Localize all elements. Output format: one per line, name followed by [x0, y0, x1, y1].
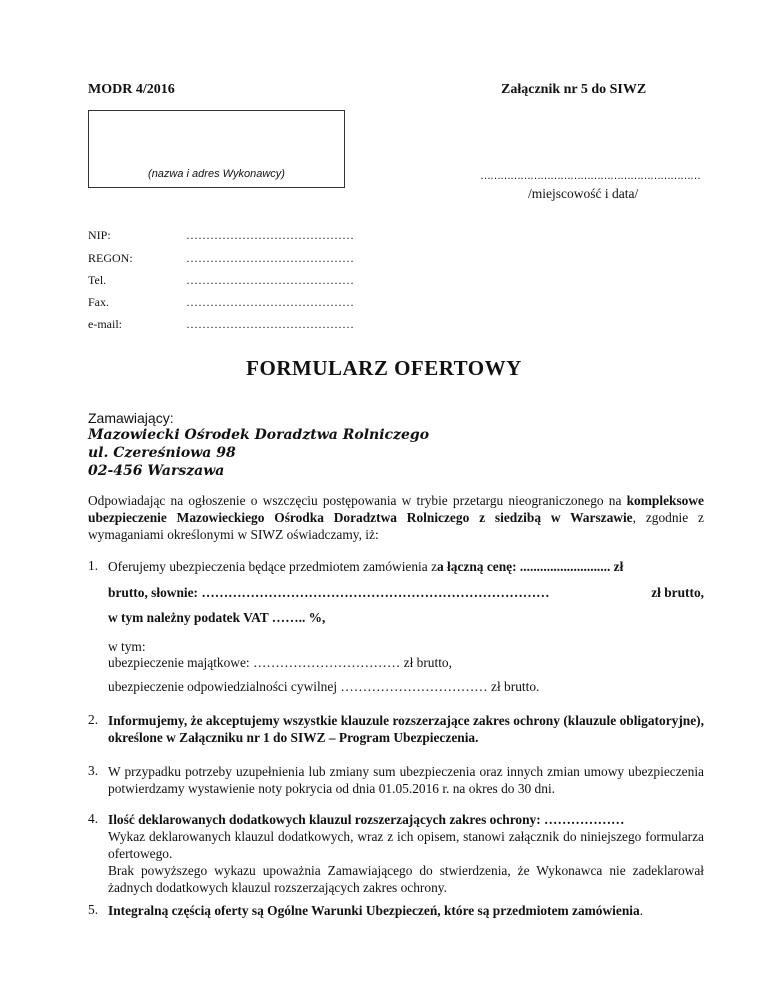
item-1-words-field[interactable]: brutto, słownie: …………………………………………………………………… — [108, 585, 550, 600]
item-2-text: Informujemy, że akceptujemy wszystkie klauzule rozszerzające zakres ochrony (klauzule obligatoryjne), określone w Załączniku nr 1 do SIWZ – Program Ubezpieczenia. — [108, 713, 704, 745]
item-4-text-2: Brak powyższego wykazu upoważnia Zamawiającego do stwierdzenia, że Wykonawca nie zadeklarował żadnych dodatkowych klauzul rozszerzających zakres ochrony. — [108, 863, 704, 895]
tel-field[interactable]: …………………………………… — [186, 273, 354, 287]
tel-label: Tel. — [88, 273, 107, 287]
item-5-number: 5. — [88, 902, 99, 917]
item-1-w-tym: w tym: — [108, 639, 146, 654]
form-title: FORMULARZ OFERTOWY — [246, 356, 522, 380]
item-4-number: 4. — [88, 811, 99, 826]
fax-field[interactable]: …………………………………… — [186, 295, 354, 309]
nip-label: NIP: — [88, 228, 111, 242]
item-5-bold: Integralną częścią oferty są Ogólne Warunki Ubezpieczeń, które są przedmiotem zamówienia — [108, 903, 640, 918]
item-2-number: 2. — [88, 712, 99, 727]
email-field[interactable]: …………………………………… — [186, 317, 354, 331]
item-1-text-a: Oferujemy ubezpieczenia będące przedmiotem zamówienia z — [108, 559, 438, 574]
fax-label: Fax. — [88, 295, 109, 309]
ordering-party-label: Zamawiający: — [88, 410, 174, 426]
place-date-field[interactable]: ………………………………………………………… — [480, 170, 700, 182]
ordering-party-city: 02-456 Warszawa — [88, 463, 225, 479]
item-4-declared-clauses[interactable]: Ilość deklarowanych dodatkowych klauzul rozszerzających zakres ochrony: ……………… — [108, 812, 625, 827]
nip-field[interactable]: …………………………………… — [186, 228, 354, 242]
contractor-box-caption: (nazwa i adres Wykonawcy) — [148, 168, 285, 180]
item-4-block — [108, 811, 704, 896]
item-5-text — [108, 902, 704, 919]
item-1-liability-insurance[interactable]: ubezpieczenie odpowiedzialności cywilnej …………………………… zł brutto. — [108, 679, 540, 694]
document-reference: MODR 4/2016 — [88, 82, 175, 97]
item-1-number: 1. — [88, 558, 99, 573]
ordering-party-name: Mazowiecki Ośrodek Doradztwa Rolniczego — [88, 427, 430, 443]
intro-text-1: Odpowiadając na ogłoszenie o wszczęciu postępowania w trybie przetargu nieograniczonego na — [88, 493, 627, 508]
email-label: e-mail: — [88, 317, 122, 331]
intro-text-2: , zgodnie z wymaganiami określonymi w SIWZ oświadczamy, iż: — [88, 510, 704, 542]
intro-paragraph — [88, 492, 704, 543]
attachment-label: Załącznik nr 5 do SIWZ — [501, 82, 647, 97]
intro-bold: kompleksowe ubezpieczenie Mazowieckiego Ośrodka Doradztwa Rolniczego z siedzibą w Warszawie — [88, 493, 704, 525]
item-5-tail: . — [639, 903, 644, 918]
item-1-text-b: a łączną cenę: ........................... zł — [437, 559, 624, 574]
item-1-vat-line[interactable]: w tym należny podatek VAT …….. %, — [108, 610, 326, 625]
item-1-line-2 — [108, 584, 704, 601]
item-3-text: W przypadku potrzeby uzupełnienia lub zmiany sum ubezpieczenia oraz innych zmian umowy ubezpieczenia potwierdzamy wystawienie noty pokrycia od dnia 01.05.2016 r. na okres do 30 dni. — [108, 764, 704, 796]
place-date-label: /miejscowość i data/ — [528, 186, 639, 201]
item-1-property-insurance[interactable]: ubezpieczenie majątkowe: …………………………… zł brutto, — [108, 655, 452, 670]
regon-label: REGON: — [88, 251, 133, 265]
item-3-number: 3. — [88, 763, 99, 778]
item-1-line-1 — [108, 558, 704, 575]
ordering-party-street: ul. Czereśniowa 98 — [88, 445, 236, 461]
item-4-text-1: Wykaz deklarowanych klauzul dodatkowych, wraz z ich opisem, stanowi załącznik do niniejszego formularza ofertowego. — [108, 829, 704, 861]
regon-field[interactable]: …………………………………… — [186, 251, 354, 265]
contractor-name-box[interactable] — [88, 110, 345, 188]
item-1-brutto-label: zł brutto, — [651, 585, 704, 600]
